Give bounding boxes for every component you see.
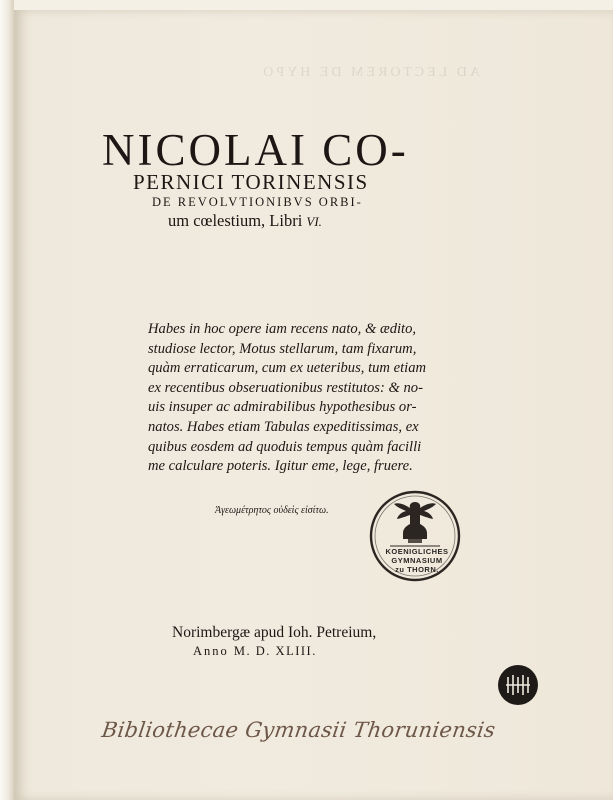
body-line: quàm erraticarum, cum ex ueteribus, tum etiam <box>148 360 427 377</box>
body-line: natos. Habes etiam Tabulas expeditissimas, ex <box>148 418 419 435</box>
greek-motto: Ἀγεωμέτρητος οὐδεὶς εἰσίτω. <box>215 505 329 516</box>
body-line: me calculare poteris. Igitur eme, lege, fruere. <box>148 458 413 475</box>
imprint-date <box>193 644 393 659</box>
ownership-inscription: Bibliothecae Gymnasii Thoruniensis <box>100 718 498 742</box>
stamp-line: KOENIGLICHES <box>385 547 449 556</box>
small-ink-stamp <box>496 663 540 707</box>
book-binding <box>0 0 14 800</box>
body-line: ex recentibus obseruationibus restitutos: & no- <box>148 379 423 396</box>
body-line: studiose lector, Motus stellarum, tam fixarum, <box>148 340 417 357</box>
imprint-line: Norimbergæ apud Ioh. Petreium, <box>172 624 377 641</box>
title-line-4 <box>168 211 468 231</box>
imprint-anno: Anno <box>193 644 229 658</box>
stamp-line: zu THORN. <box>395 565 439 574</box>
eagle-icon <box>394 502 436 543</box>
title-line-4-text: um cœlestium, Libri <box>168 211 303 230</box>
title-line-2: PERNICI TORINENSIS <box>133 170 369 194</box>
imprint-year: M. D. XLIII. <box>233 644 317 658</box>
title-line-3: DE REVOLVTIONIBVS ORBI- <box>152 195 363 209</box>
body-line: Habes in hoc opere iam recens nato, & ædito, <box>148 321 417 337</box>
manuscript-inscription <box>102 718 532 768</box>
title-book-numeral: VI. <box>306 214 322 229</box>
stamp-text <box>372 547 462 574</box>
body-line: quibus eosdem ad quoduis tempus quàm facilli <box>148 438 422 455</box>
body-paragraph <box>148 320 448 477</box>
body-line: uis insuper ac admirabilibus hypothesibus or- <box>148 399 417 416</box>
title-line-1: NICOLAI CO- <box>102 125 409 175</box>
stamp-line: GYMNASIUM <box>391 556 443 565</box>
bleed-through-text: AD LECTOREM DE HYPO <box>260 65 480 80</box>
